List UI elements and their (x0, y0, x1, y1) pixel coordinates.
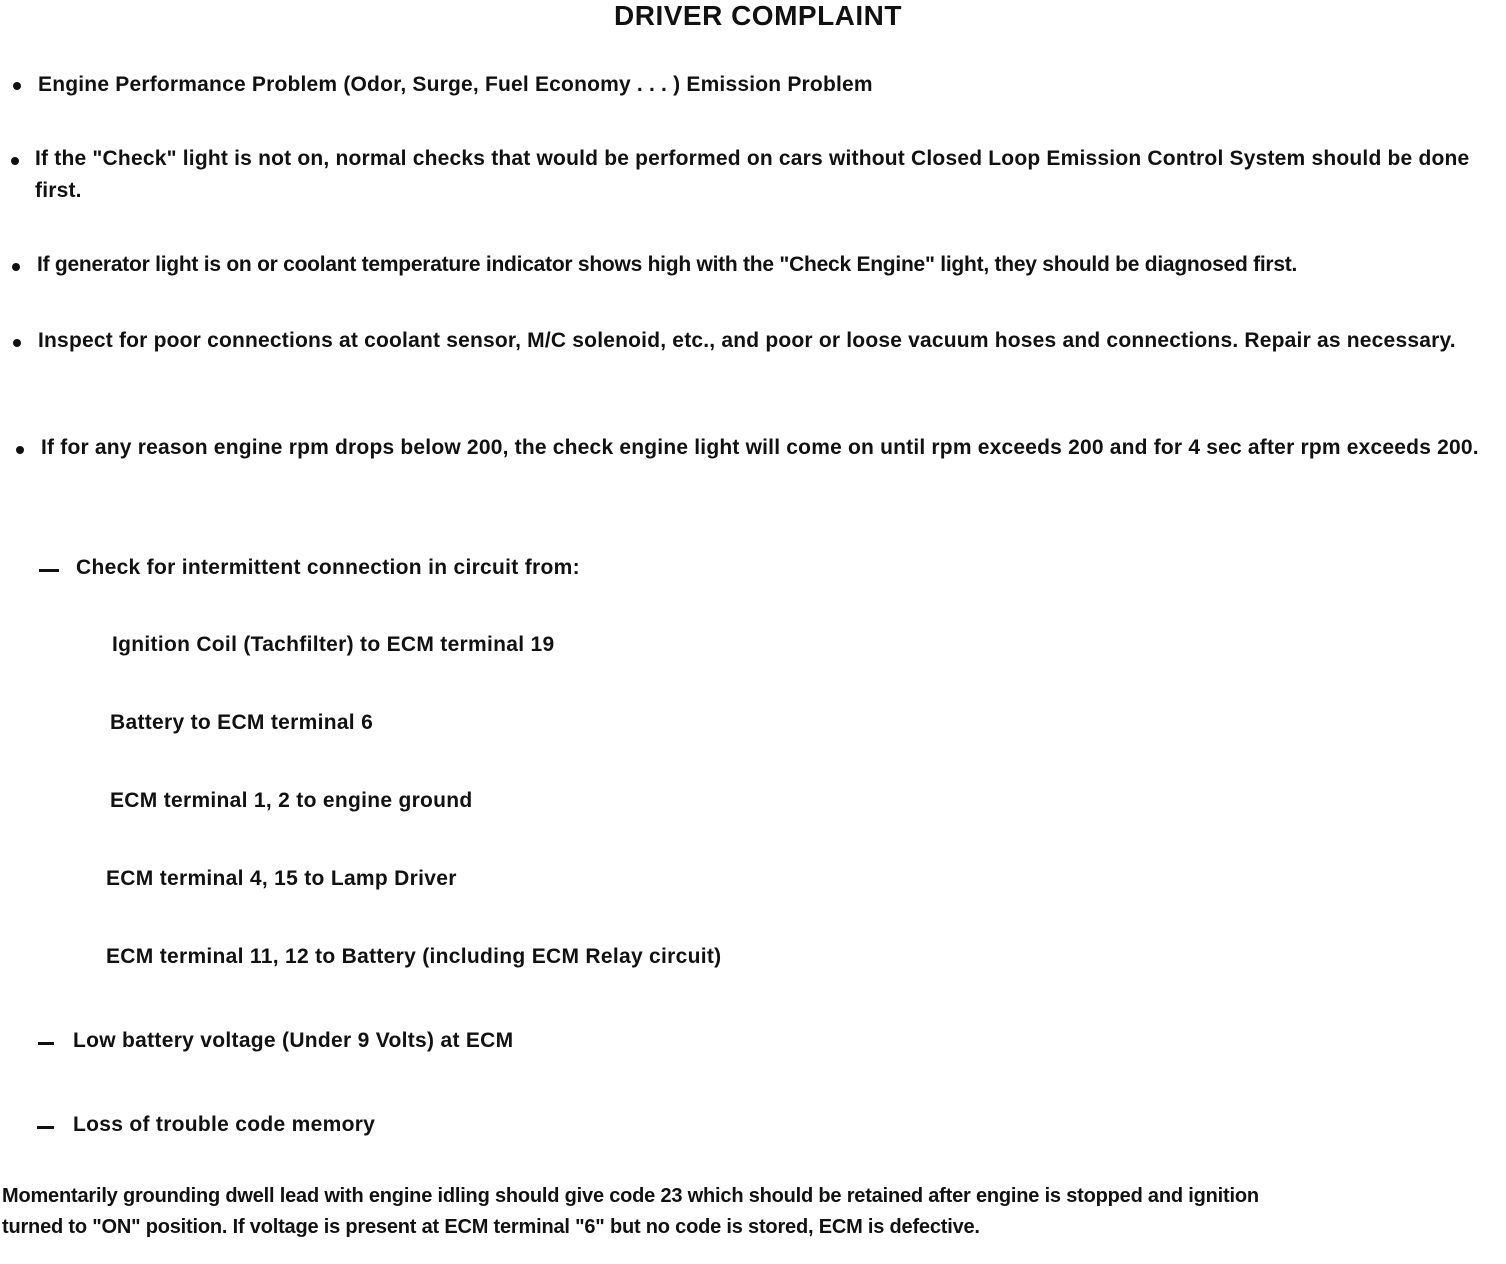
bullet-inspect-connections: Inspect for poor connections at coolant sensor, M/C solenoid, etc., and poor or loose vacuum hoses and connections. Repair as necessary. (38, 329, 1456, 352)
circuit-item-ecm-relay: ECM terminal 11, 12 to Battery (including ECM Relay circuit) (106, 945, 722, 968)
bullet-rpm-drop: If for any reason engine rpm drops below 200, the check engine light will come on until rpm exceeds 200 and for 4 sec after rpm exceeds 200. (41, 436, 1479, 459)
circuit-item-engine-ground: ECM terminal 1, 2 to engine ground (110, 789, 473, 812)
footer-note: Momentarily grounding dwell lead with engine idling should give code 23 which should be retained after engine is stopped and ignition turned to "ON" position. If voltage is present at ECM terminal "6" but no code is stored, ECM is defective. (2, 1185, 1259, 1238)
circuit-item-lamp-driver: ECM terminal 4, 15 to Lamp Driver (106, 867, 457, 890)
bullet-dot (11, 157, 19, 165)
bullet-dot (13, 339, 21, 347)
circuit-item-ignition-coil: Ignition Coil (Tachfilter) to ECM terminal 19 (112, 633, 555, 656)
dash-marker (39, 569, 59, 572)
circuit-item-battery: Battery to ECM terminal 6 (110, 711, 374, 734)
subpoint-intermittent-check: Check for intermittent connection in circuit from: (76, 556, 580, 579)
subpoint-low-battery: Low battery voltage (Under 9 Volts) at ECM (73, 1029, 514, 1052)
bullet-generator-light: If generator light is on or coolant temperature indicator shows high with the "Check Engine" light, they should be diagnosed first. (37, 253, 1298, 276)
bullet-engine-performance: Engine Performance Problem (Odor, Surge, Fuel Economy . . . ) Emission Problem (38, 73, 873, 96)
bullet-dot (16, 446, 24, 454)
dash-marker (38, 1042, 54, 1045)
dash-marker (37, 1126, 54, 1129)
bullet-dot (12, 263, 20, 271)
bullet-check-light: If the "Check" light is not on, normal checks that would be performed on cars without Closed Loop Emission Control System should be done first. (35, 147, 1470, 202)
page-title: DRIVER COMPLAINT (614, 0, 902, 31)
subpoint-code-memory: Loss of trouble code memory (73, 1113, 376, 1136)
bullet-dot (13, 82, 21, 90)
